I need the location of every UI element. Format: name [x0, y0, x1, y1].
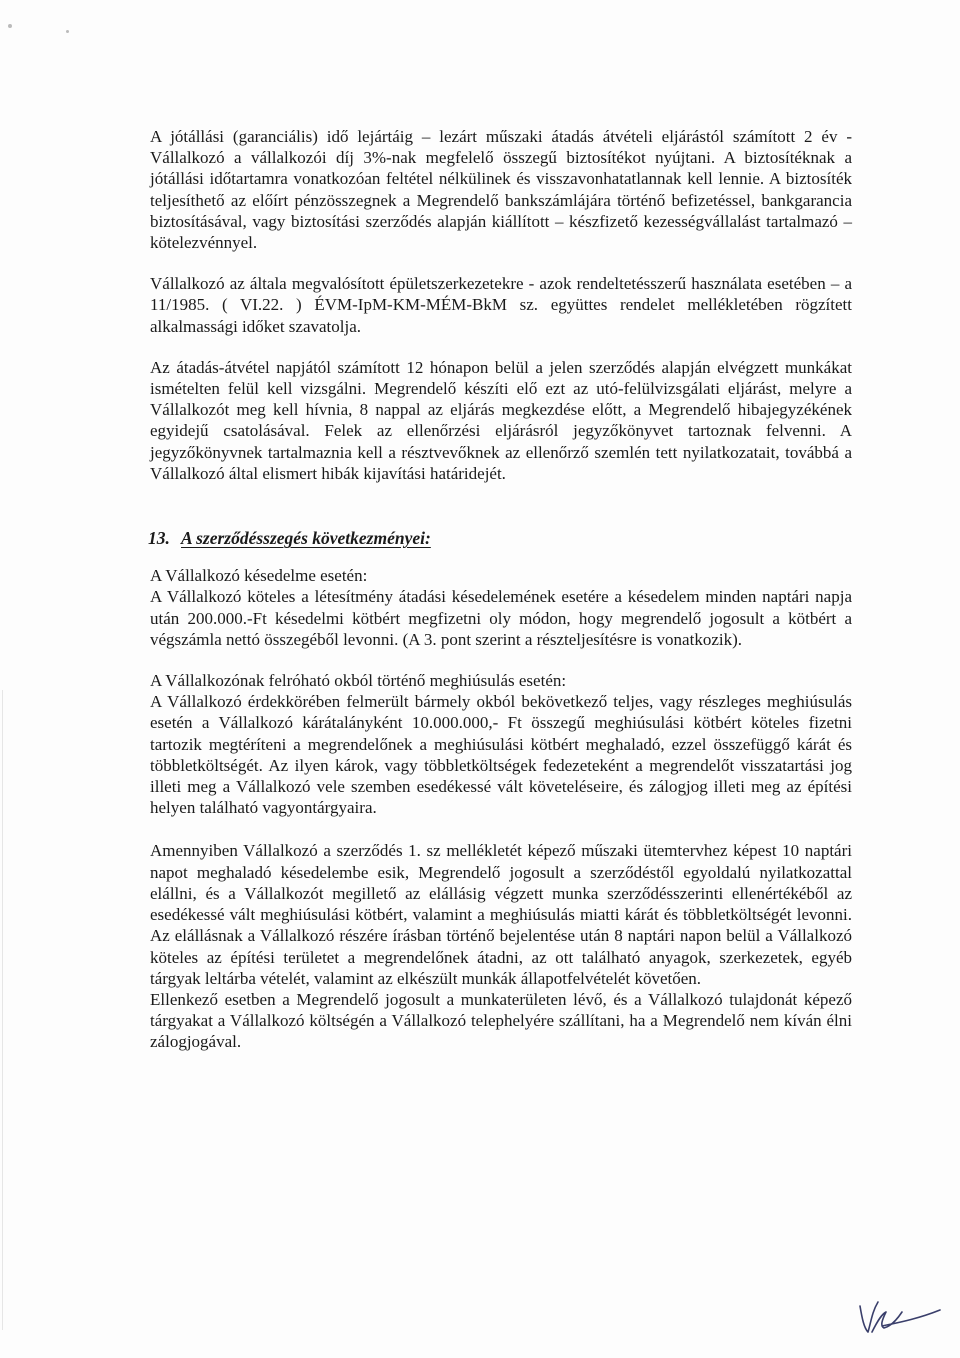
scan-edge-line: [2, 690, 3, 1330]
inspection-paragraph: Az átadás-átvétel napjától számított 12 hónapon belül a jelen szerződés alapján elvégzett munkákat ismételten felül kell vizsgálni. Megrendelő készíti elő ezt az utó-felülvizsgálati eljárást, melyre a Vállalkozót meg kell hívnia, 8 nappal az eljárás megkezdése előtt, a Megrendelő hibajegyzékének egyidejű csatolásával. Felek az ellenőrzési eljárásról jegyzőkönyvet tartoznak felvenni. A jegyzőkönyvnek tartalmaznia kell a résztvevőknek az ellenőrző szemlén tett nyilatkozatait, továbbá a Vállalkozó által elismert hibák kijavítási határidejét.: [150, 357, 852, 483]
section-number: 13.: [148, 528, 170, 549]
guarantee-paragraph: A jótállási (garanciális) idő lejártáig – lezárt műszaki átadás átvételi eljárástól számított 2 év - Vállalkozó a vállalkozói díj 3%-nak megfelelő összegű biztosítékot nyújtani. A biztosítéknak a jótállási időtartamra vonatkozóan feltétel nélkülinek és visszavonhatatlannak kell lennie. A biztosíték teljesíthető az előírt pénzösszegnek a Megrendelő bankszámlájára történő befizetéssel, bankgarancia biztosításával, vagy biztosítási szerződés alapján kiállított – készfizető kezességvállalást tartalmazó – kötelezvénnyel.: [150, 127, 852, 253]
scan-speck: [8, 24, 12, 28]
document-body: [150, 126, 852, 1053]
failure-heading: A Vállalkozónak felróható okból történő meghiúsulás esetén:: [150, 671, 567, 691]
delay-paragraph: A Vállalkozó köteles a létesítmény átadási késedelemének esetére a késedelem minden naptári napja után 200.000.-Ft késedelmi kötbért megfizetni oly módon, hogy megrendelő jogosult a kötbért a végszámla nettó összegéből levonni. (A 3. pont szerint a részteljesítésre is vonatkozik).: [150, 587, 852, 649]
section-title: A szerződésszegés következményei:: [181, 528, 431, 549]
failure-paragraph: A Vállalkozó érdekkörében felmerült bármely okból bekövetkező teljes, vagy részleges meghiúsulás esetén a Vállalkozó kárátalányként 10.000.000,- Ft összegű meghiúsulási kötbért köteles fizetni tartozik megtéríteni a megrendelőnek a meghiúsulási kötbért meghaladó, ezzel összefüggő kárát és többletköltségét. Az ilyen károk, vagy többletköltségek fedezeteként a megrendelőt visszatartási jog illeti meg a Vállalkozó vele szemben esedékessé vált követeléseire, és zálogjog illeti meg az építési helyen található vagyontárgyaira.: [150, 692, 852, 818]
handwritten-initials: [852, 1292, 942, 1342]
withdrawal-paragraph: Amennyiben Vállalkozó a szerződés 1. sz mellékletét képező műszaki ütemtervhez képest 10 naptári napot meghaladó késedelembe esik, Megrendelő jogosult a szerződéstől egyoldalú nyilatkozattal elállni, és a Vállalkozót megillető az elállásig végzett munka szerződésszerinti ellenértékéből az esedékessé vált meghiúsulási kötbért, valamint a meghiúsulás miatti kárát és többletköltségét levonni. Az elállásnak a Vállalkozó részére írásban történő bejelentése után 8 naptári napon belül a Vállalkozó köteles az építési területet a megrendelőnek átadni, az ott található anyagok, szerkezetek, egyéb tárgyak leltárba vételét, valamint az elkészült munkák állapotfelvételét követően.: [150, 841, 852, 988]
warranty-paragraph: Vállalkozó az általa megvalósított épületszerkezetekre - azok rendeltetésszerű használata esetében – a 11/1985. ( VI.22. ) ÉVM-IpM-KM-MÉM-BkM sz. együttes rendelet mellékletében rögzített alkalmassági időket szavatolja.: [150, 274, 852, 336]
scan-speck: [66, 30, 69, 33]
section-heading: [150, 528, 852, 549]
delay-heading: A Vállalkozó késedelme esetén:: [150, 566, 368, 586]
contrary-case-paragraph: Ellenkező esetben a Megrendelő jogosult a munkaterületen lévő, és a Vállalkozó tulajdonát képező tárgyakat a Vállalkozó költségén a Vállalkozó telephelyére szállítani, ha a Megrendelő nem kíván élni zálogjogával.: [150, 989, 852, 1052]
